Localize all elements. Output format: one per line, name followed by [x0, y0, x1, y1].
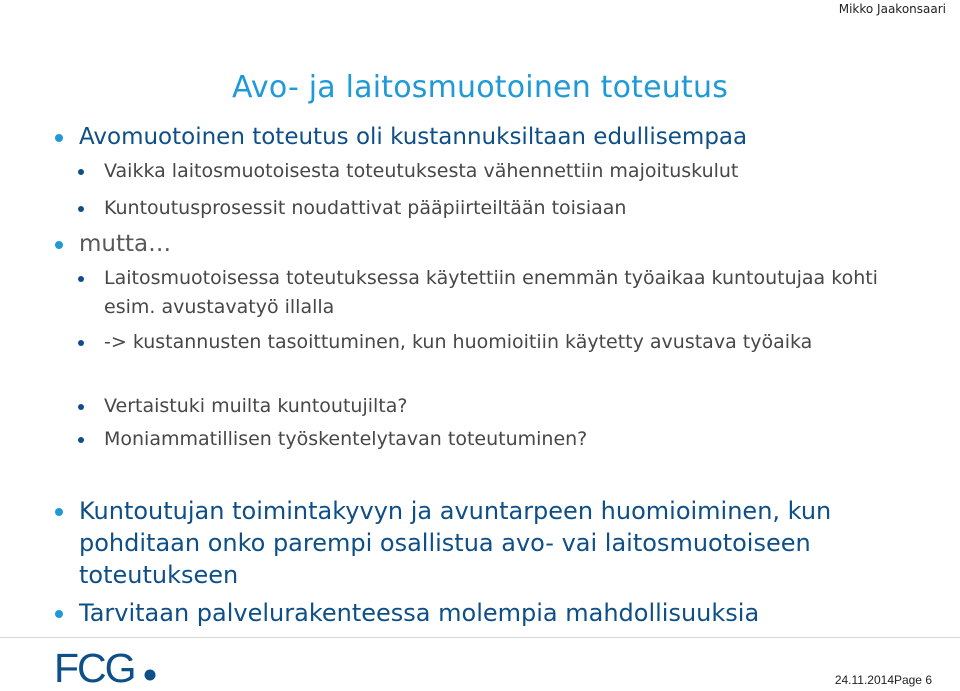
bullet-text: Vaikka laitosmuotoisesta toteutuksesta vähennettiin majoituskulut — [104, 160, 739, 182]
bullet-text: mutta… — [79, 231, 172, 257]
bullet-level2 — [104, 157, 924, 186]
bullet-text: Moniammatillisen työskentelytavan toteutuminen? — [104, 428, 588, 450]
author-name: Mikko Jaakonsaari — [838, 2, 946, 16]
bullet-level2 — [104, 264, 894, 322]
footer-divider — [0, 637, 960, 638]
bullet-dot-icon — [78, 340, 84, 346]
bullet-text: Kuntoutusprosessit noudattivat pääpiirteiltään toisiaan — [104, 197, 627, 219]
bullet-text: Laitosmuotoisessa toteutuksessa käytettiin enemmän työaikaa kuntoutujaa kohti esim. avustavatyö illalla — [104, 267, 878, 318]
bullet-level2 — [104, 425, 924, 454]
bullet-dot-icon — [78, 169, 84, 175]
fcg-logo — [54, 646, 164, 686]
fcg-logo-text: FCG — [54, 646, 135, 686]
bullet-dot-icon — [78, 206, 84, 212]
slide-title: Avo- ja laitosmuotoinen toteutus — [231, 70, 729, 105]
bullet-dot-icon — [55, 134, 63, 142]
bullet-level2 — [104, 392, 924, 421]
page-number: Page 6 — [893, 673, 932, 687]
bullet-level1 — [79, 121, 919, 153]
bullet-level2 — [104, 328, 924, 357]
logo-dot-icon — [145, 670, 156, 681]
bullet-dot-icon — [55, 610, 63, 618]
bullet-text: -> kustannusten tasoittuminen, kun huomioitiin käytetty avustava työaika — [104, 331, 813, 353]
bullet-dot-icon — [78, 437, 84, 443]
bullet-dot-icon — [78, 276, 84, 282]
bullet-text: Tarvitaan palvelurakenteessa molempia mahdollisuuksia — [79, 599, 760, 627]
bullet-level1 — [79, 597, 939, 629]
bullet-dot-icon — [78, 404, 84, 410]
bullet-level1 — [79, 228, 919, 260]
bullet-level2 — [104, 194, 924, 223]
bullet-text: Kuntoutujan toimintakyvyn ja avuntarpeen huomioiminen, kun pohditaan onko parempi osallistua avo- vai laitosmuotoiseen toteutukseen — [79, 497, 832, 589]
bullet-dot-icon — [55, 241, 63, 249]
bullet-text: Vertaistuki muilta kuntoutujilta? — [104, 395, 408, 417]
footer-date: 24.11.2014 — [834, 673, 894, 687]
bullet-level1 — [79, 495, 889, 591]
bullet-dot-icon — [55, 508, 63, 516]
bullet-text: Avomuotoinen toteutus oli kustannuksiltaan edullisempaa — [79, 124, 748, 150]
